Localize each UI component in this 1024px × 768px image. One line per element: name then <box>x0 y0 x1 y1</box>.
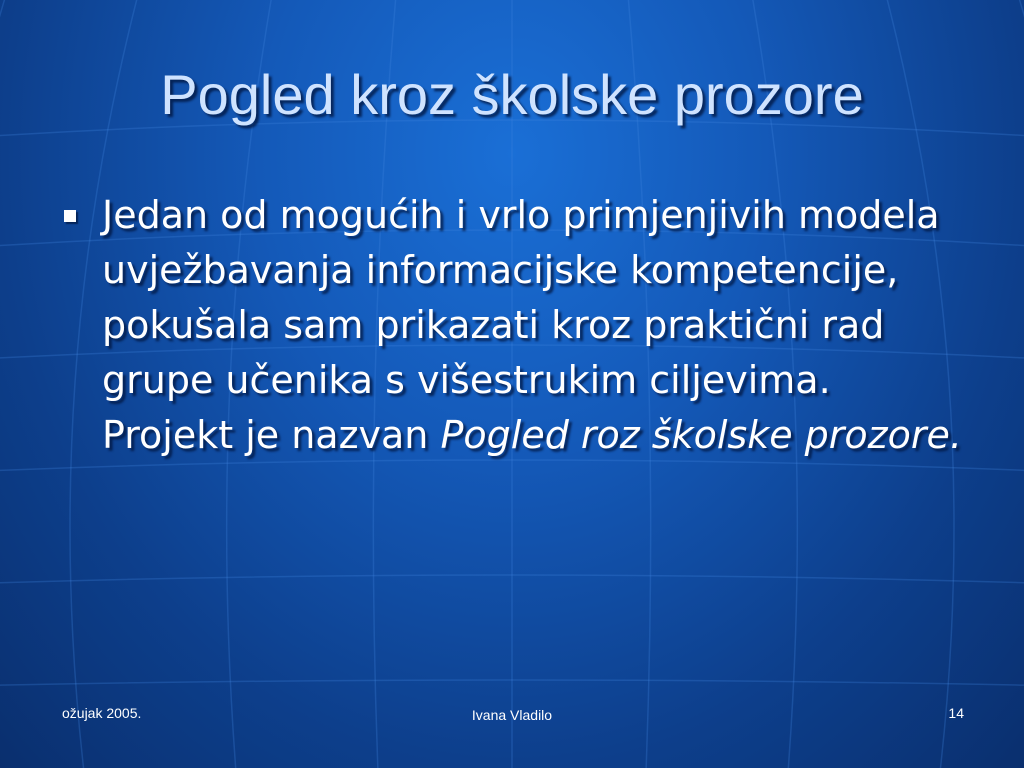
bullet-text-main: Jedan od mogućih i vrlo primjenjivih modela uvježbavanja informacijske kompetencije, pokušala sam prikazati kroz praktični rad grupe učenika s višestrukim ciljevima. Projekt je nazvan <box>102 193 940 457</box>
bullet-text-italic: Pogled roz školske prozore. <box>440 413 962 457</box>
footer-page-number: 14 <box>948 705 964 721</box>
bullet-item <box>60 188 960 463</box>
slide-title: Pogled kroz školske prozore <box>160 63 864 126</box>
slide-body <box>60 188 960 463</box>
bullet-text <box>102 188 962 463</box>
square-bullet-icon <box>64 210 76 222</box>
footer-date: ožujak 2005. <box>62 705 142 721</box>
footer-author: Ivana Vladilo <box>471 707 553 723</box>
